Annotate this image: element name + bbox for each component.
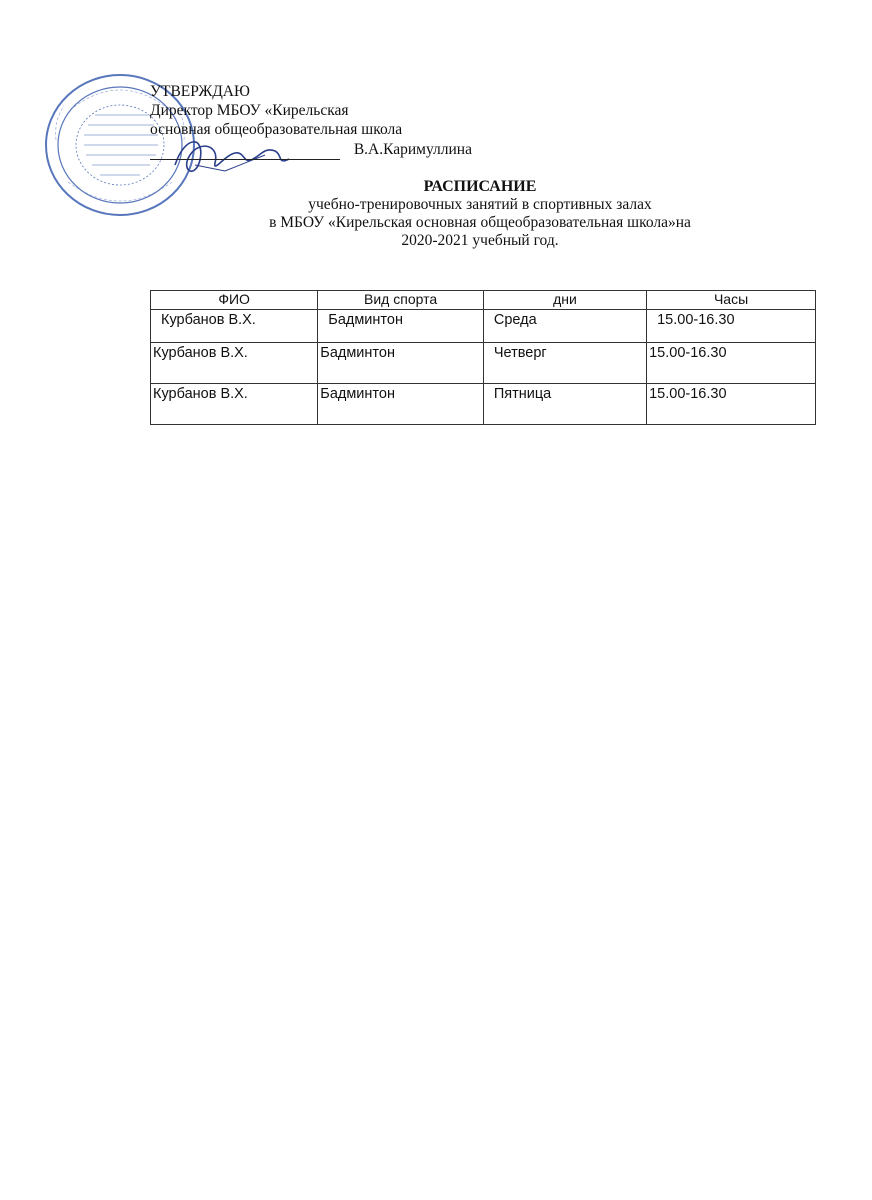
signature-line (150, 140, 472, 160)
cell-hours: 15.00-16.30 (647, 343, 816, 384)
signatory-name: В.А.Каримуллина (353, 141, 472, 158)
cell-day: Пятница (483, 384, 646, 425)
table-row (151, 310, 816, 343)
cell-day: Четверг (483, 343, 646, 384)
document-title: РАСПИСАНИЕ (423, 178, 537, 195)
header-hours: Часы (647, 291, 816, 310)
cell-day: Среда (483, 310, 646, 343)
title-subline-1: учебно-тренировочных занятий в спортивных залах (308, 196, 652, 213)
cell-fio: Курбанов В.Х. (151, 310, 318, 343)
cell-fio: Курбанов В.Х. (151, 384, 318, 425)
document-title-block (200, 178, 760, 250)
cell-fio: Курбанов В.Х. (151, 343, 318, 384)
cell-sport: Бадминтон (318, 384, 484, 425)
table-header-row (151, 291, 816, 310)
signature-underline (150, 159, 340, 160)
approval-position-line1: Директор МБОУ «Кирельская (150, 102, 349, 119)
header-sport: Вид спорта (318, 291, 484, 310)
table-row (151, 343, 816, 384)
cell-hours: 15.00-16.30 (647, 384, 816, 425)
table-row (151, 384, 816, 425)
approval-block (150, 82, 402, 139)
cell-hours: 15.00-16.30 (647, 310, 816, 343)
cell-sport: Бадминтон (318, 310, 484, 343)
header-days: дни (483, 291, 646, 310)
approval-position-line2: основная общеобразовательная школа (150, 121, 403, 138)
title-subline-3: 2020-2021 учебный год. (401, 232, 559, 249)
schedule-table (150, 290, 816, 425)
approval-heading: УТВЕРЖДАЮ (150, 83, 250, 100)
cell-sport: Бадминтон (318, 343, 484, 384)
header-fio: ФИО (151, 291, 318, 310)
title-subline-2: в МБОУ «Кирельская основная общеобразовательная школа»на (269, 214, 691, 231)
